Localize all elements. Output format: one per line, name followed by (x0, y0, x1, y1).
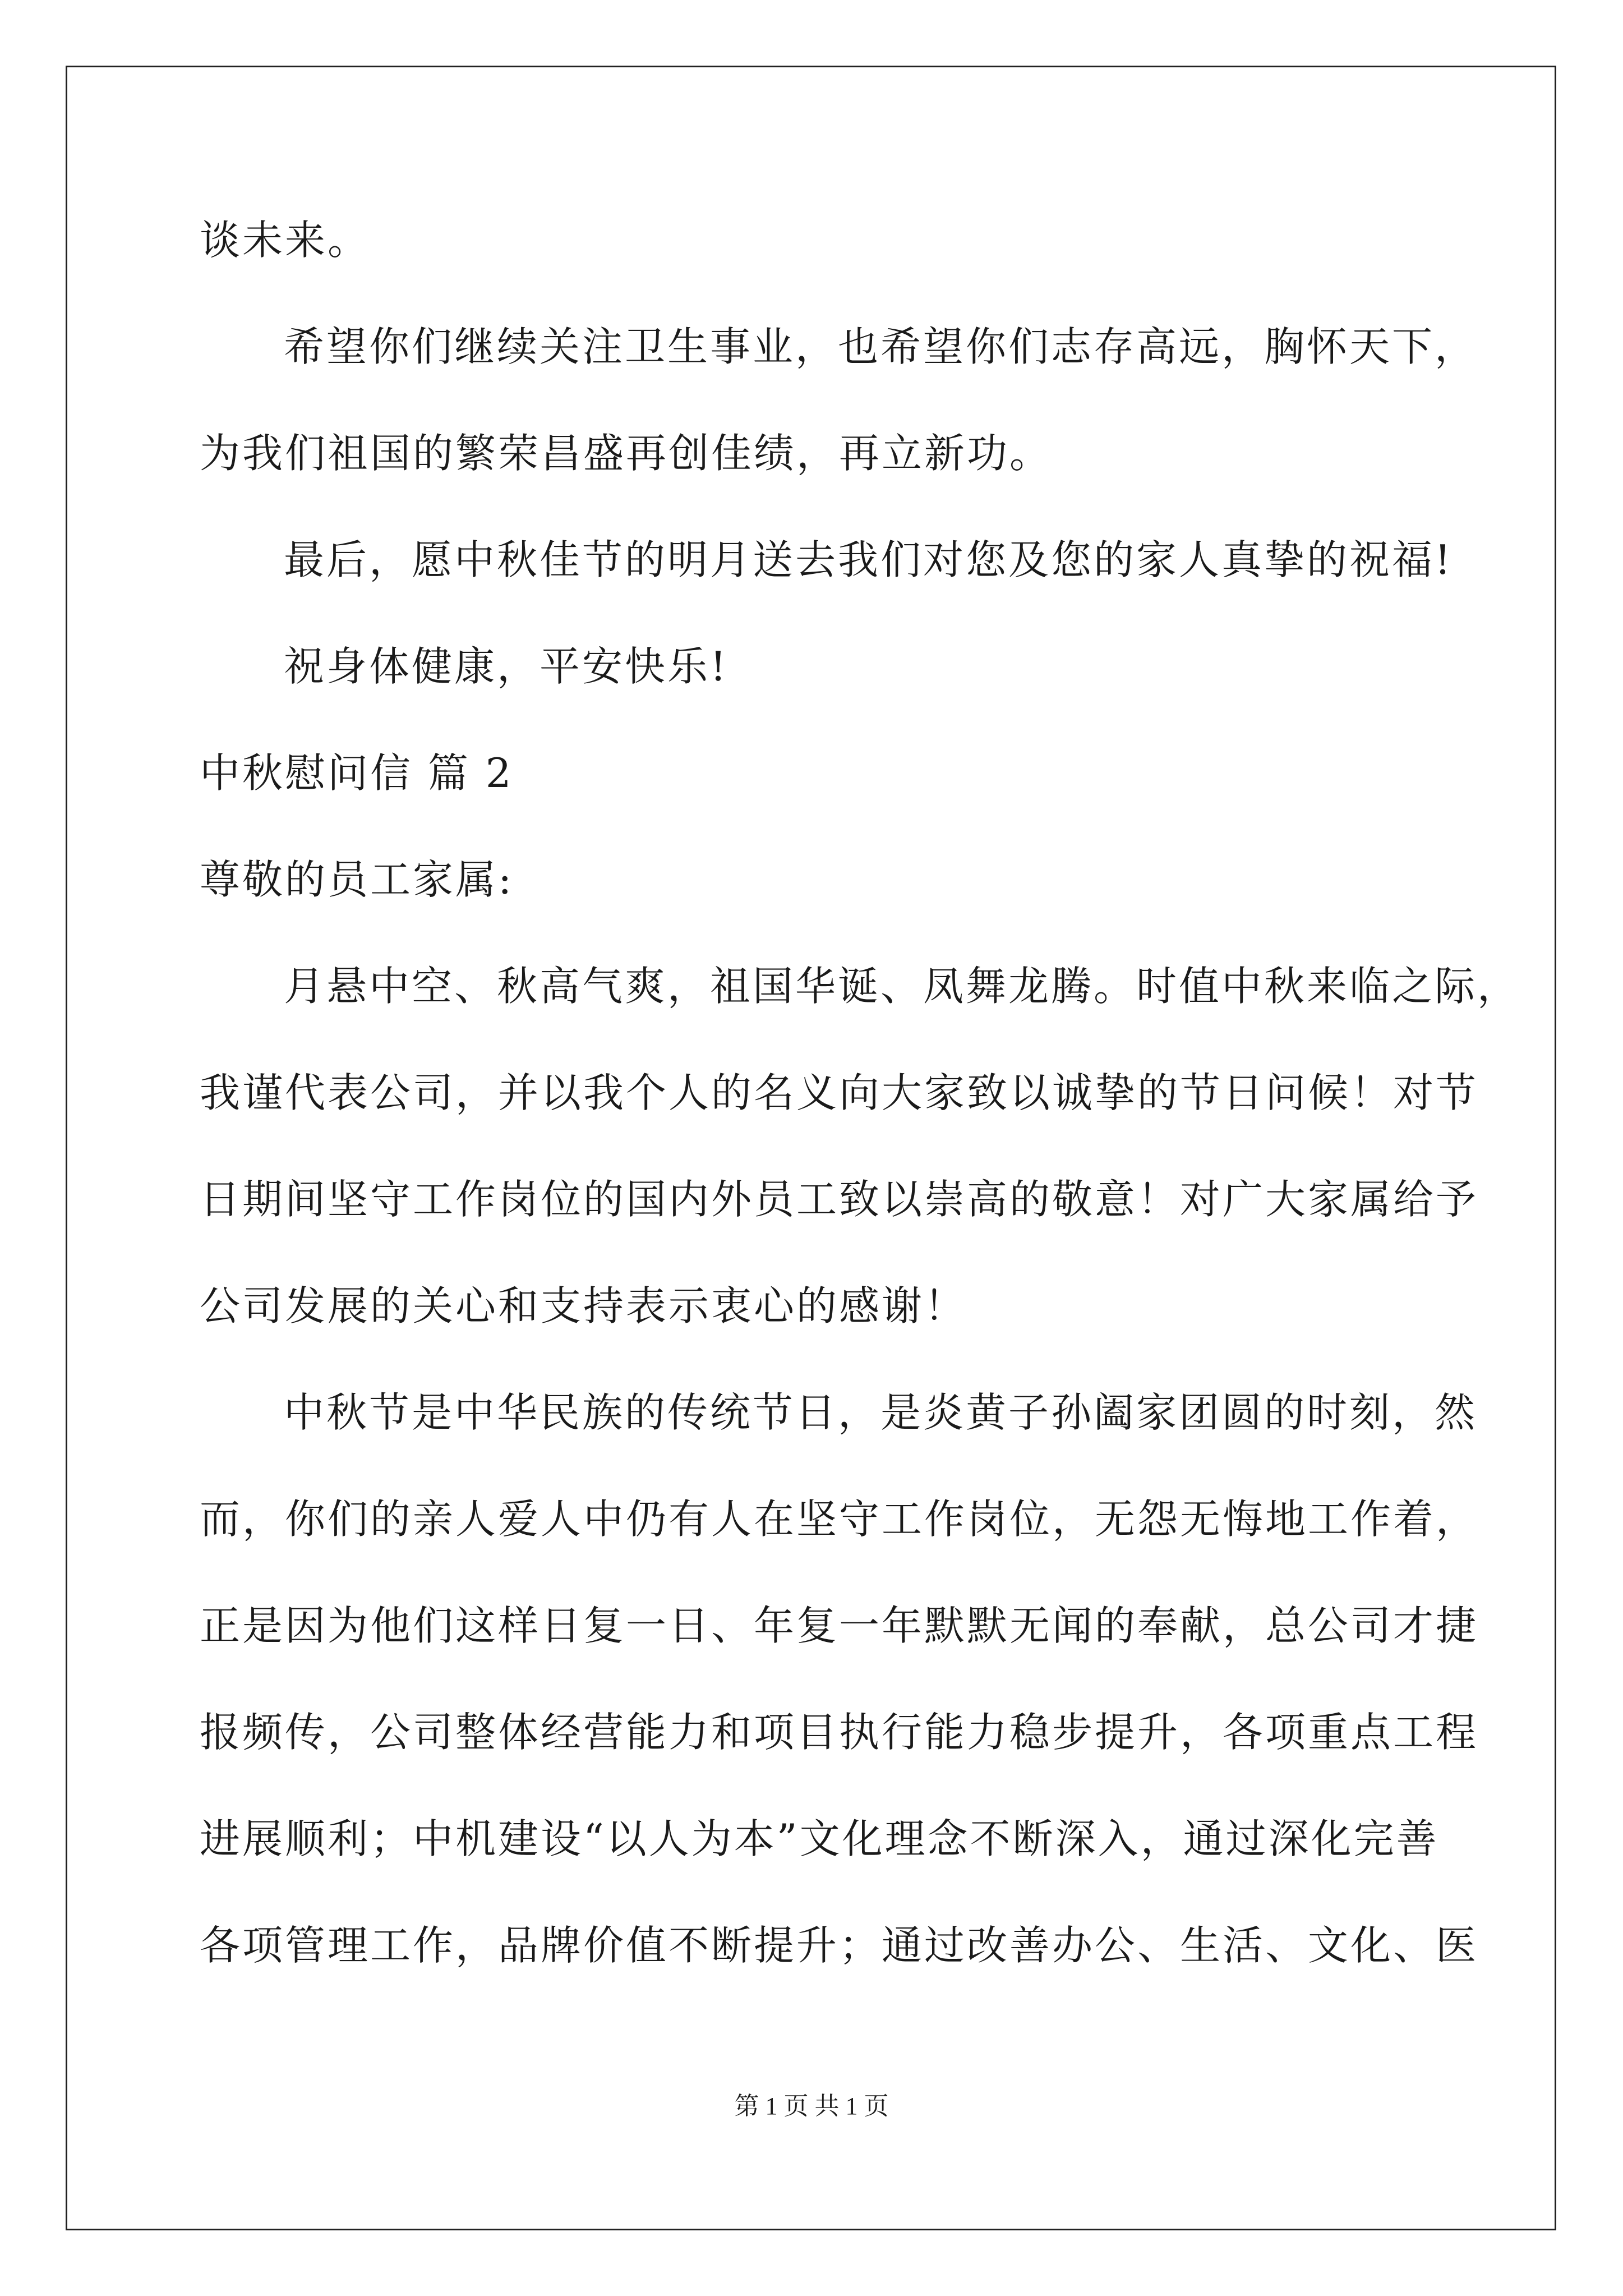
page-number: 第 1 页 共 1 页 (734, 2092, 889, 2120)
text-line: 为我们祖国的繁荣昌盛再创佳绩，再立新功。 (200, 430, 1053, 477)
text-line: 祝身体健康，平安快乐! (284, 643, 728, 690)
text-line: 公司发展的关心和支持表示衷心的感谢！ (200, 1282, 967, 1329)
text-line: 我谨代表公司，并以我个人的名义向大家致以诚挚的节日问候！对节 (200, 1069, 1479, 1116)
text-line: 进展顺利；中机建设“以人为本”文化理念不断深入，通过深化完善 (200, 1815, 1439, 1862)
text-line: 希望你们继续关注卫生事业，也希望你们志存高远，胸怀天下， (284, 323, 1478, 370)
text-line: 谈未来。 (200, 217, 371, 264)
text-line: 月悬中空、秋高气爽，祖国华诞、凤舞龙腾。时值中秋来临之际， (284, 963, 1520, 1010)
text-line: 日期间坚守工作岗位的国内外员工致以崇高的敬意！对广大家属给予 (200, 1176, 1479, 1223)
text-line: 正是因为他们这样日复一日、年复一年默默无闻的奉献，总公司才捷 (200, 1602, 1479, 1649)
text-line: 最后，愿中秋佳节的明月送去我们对您及您的家人真挚的祝福! (284, 536, 1453, 583)
text-line: 而，你们的亲人爱人中仍有人在坚守工作岗位，无怨无悔地工作着， (200, 1496, 1479, 1543)
section-heading: 中秋慰问信 篇 2 (200, 749, 514, 797)
salutation: 尊敬的员工家属: (200, 856, 514, 903)
text-line: 报频传，公司整体经营能力和项目执行能力稳步提升，各项重点工程 (200, 1709, 1479, 1756)
text-line: 中秋节是中华民族的传统节日，是炎黄子孙阖家团圆的时刻，然 (284, 1389, 1478, 1436)
page-border (66, 66, 1556, 2230)
text-line: 各项管理工作，品牌价值不断提升；通过改善办公、生活、文化、医 (200, 1922, 1479, 1969)
